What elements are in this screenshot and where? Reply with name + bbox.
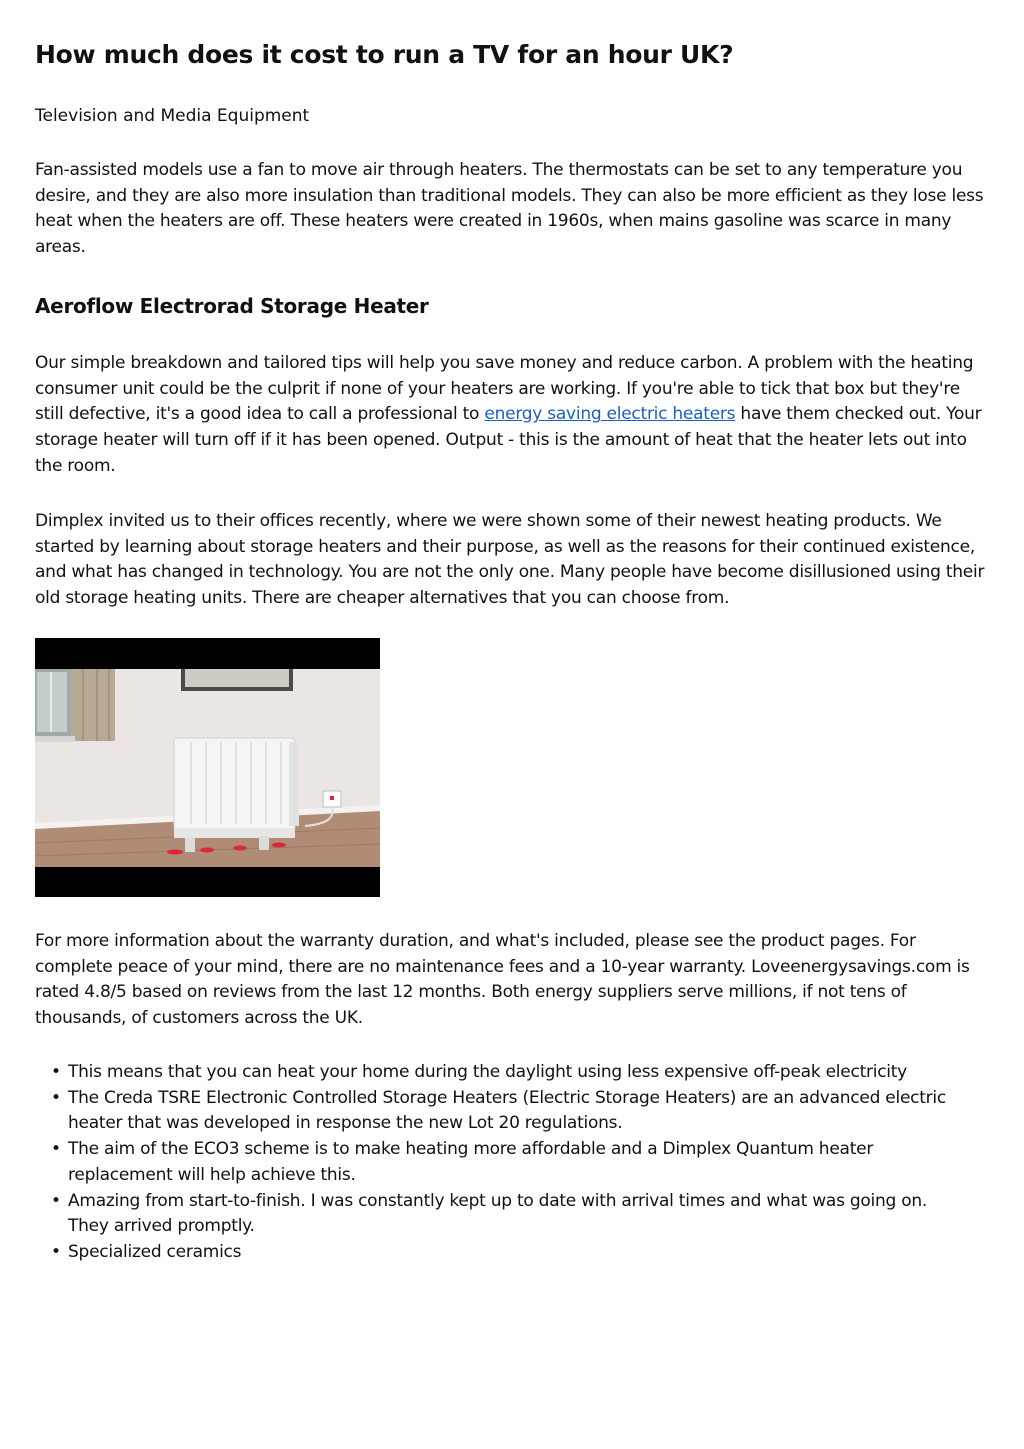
list-item [51, 1060, 948, 1086]
bullet-marker: • [51, 1062, 61, 1082]
list-item [51, 1189, 948, 1240]
paragraph-4: For more information about the warranty duration, and what's included, please see the product pages. For complete peace of your mind, there are no maintenance fees and a 10-year warranty. Loveenergysavings.com is rated 4.8/5 based on reviews from the last 12 months. Both energy suppliers serve millions, if not tens of thousands, of customers across the UK. [35, 931, 970, 1029]
bullet-marker: • [51, 1241, 61, 1262]
bullet-marker: • [51, 1139, 61, 1160]
list-item-text: Amazing from start-to-finish. I was constantly kept up to date with arrival times and what was going on. They arrived promptly. [68, 1190, 928, 1237]
section-heading: Aeroflow Electrorad Storage Heater [35, 294, 429, 318]
list-item [51, 1137, 948, 1188]
list-item-text: The Creda TSRE Electronic Controlled Storage Heaters (Electric Storage Heaters) are an advanced electric heater that was developed in response the new Lot 20 regulations. [68, 1087, 946, 1134]
list-item-text: The aim of the ECO3 scheme is to make heating more affordable and a Dimplex Quantum heater replacement will help achieve this. [68, 1139, 874, 1185]
energy-saving-heaters-link[interactable]: energy saving electric heaters [484, 404, 736, 425]
intro-paragraph: Fan-assisted models use a fan to move air through heaters. The thermostats can be set to any temperature you desire, and they are also more insulation than traditional models. They can also be more efficient as they lose less heat when the heaters are off. These heaters were created in 1960s, when mains gasoline was scarce in many areas. [35, 160, 984, 258]
paragraph-2-text-after: have them checked out. Your storage heater will turn off if it has been opened. Output - this is the amount of heat that the heater lets out into the room. [35, 404, 982, 476]
heater-room-illustration [35, 638, 380, 897]
list-item-text: This means that you can heat your home during the daylight using less expensive off-peak electricity [68, 1062, 907, 1082]
paragraph-2 [35, 351, 985, 480]
bullet-marker: • [51, 1190, 61, 1211]
category-label: Television and Media Equipment [35, 106, 310, 126]
list-item [51, 1086, 948, 1137]
paragraph-2-text-before: Our simple breakdown and tailored tips will help you save money and reduce carbon. A problem with the heating consumer unit could be the culprit if none of your heaters are working. If you're able to tick that box but they're still defective, it's a good idea to call a professional to [35, 353, 974, 425]
paragraph-3: Dimplex invited us to their offices recently, where we were shown some of their newest heating products. We started by learning about storage heaters and their purpose, as well as the reasons for their continued existence, and what has changed in technology. You are not the only one. Many people have become disillusioned using their old storage heating units. There are cheaper alternatives that you can choose from. [35, 511, 985, 609]
list-item [51, 1240, 948, 1266]
page-title: How much does it cost to run a TV for an hour UK? [35, 40, 734, 69]
heater-video-thumbnail[interactable] [35, 638, 380, 897]
list-item-text: Specialized ceramics [68, 1241, 242, 1262]
feature-list [51, 1060, 948, 1266]
bullet-marker: • [51, 1087, 61, 1108]
